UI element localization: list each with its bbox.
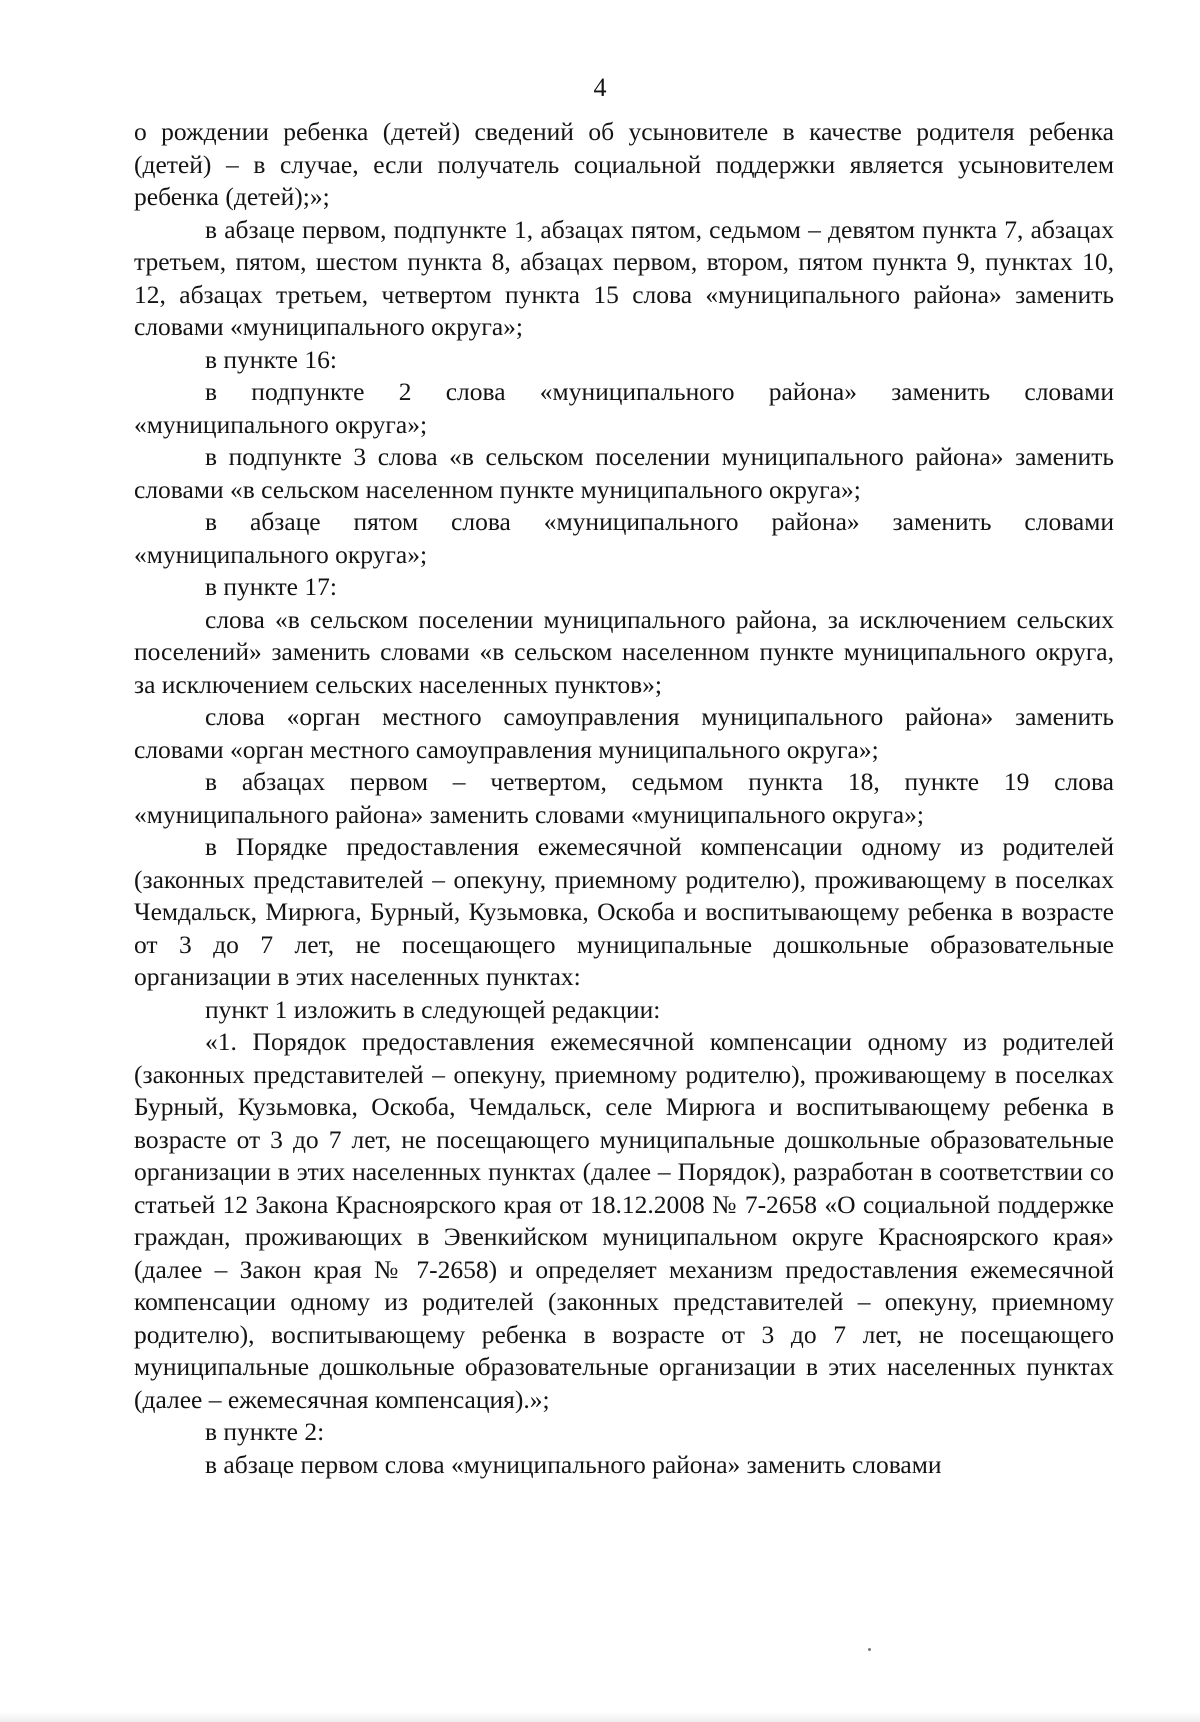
paragraph: в подпункте 2 слова «муниципального района» заменить словами «муниципального округа»; xyxy=(134,377,1114,439)
paragraph: в абзаце первом, подпункте 1, абзацах пятом, седьмом – девятом пункта 7, абзацах третьем, пятом, шестом пункта 8, абзацах первом, втором, пятом пункта 9, пунктах 10, 12, абзацах третьем, четвертом пункта 15 слова «муниципального района» заменить словами «муниципального округа»; xyxy=(134,214,1114,341)
paragraph: в абзаце пятом слова «муниципального района» заменить словами «муниципального округа»; xyxy=(134,507,1114,569)
paragraph: слова «орган местного самоуправления муниципального района» заменить словами «орган местного самоуправления муниципального округа»; xyxy=(134,702,1114,764)
paragraph: в подпункте 3 слова «в сельском поселении муниципального района» заменить словами «в сельском населенном пункте муниципального округа»; xyxy=(134,442,1114,504)
scan-speck xyxy=(868,1648,871,1651)
page-number: 4 xyxy=(593,73,607,102)
paragraph: в абзацах первом – четвертом, седьмом пункта 18, пункте 19 слова «муниципального района» заменить словами «муниципального округа»; xyxy=(134,767,1114,829)
paragraph: слова «в сельском поселении муниципального района, за исключением сельских поселений» заменить словами «в сельском населенном пункте муниципального округа, за исключением сельских населенных пунктов»; xyxy=(134,604,1114,699)
paragraph-continuation: о рождении ребенка (детей) сведений об усыновителе в качестве родителя ребенка (детей) – в случае, если получатель социальной поддержки является усыновителем ребенка (детей);»; xyxy=(134,117,1114,211)
paragraph: в пункте 17: xyxy=(205,572,337,601)
paragraph: «1. Порядок предоставления ежемесячной компенсации одному из родителей (законных представителей – опекуну, приемному родителю), проживающему в поселках Бурный, Кузьмовка, Оскоба, Чемдальск, селе Мирюга и воспитывающему ребенка в возрасте от 3 до 7 лет, не посещающего муниципальные дошкольные образовательные организации в этих населенных пунктах (далее – Порядок), разработан в соответствии со статьей 12 Закона Красноярского края от 18.12.2008 № 7-2658 «О социальной поддержке граждан, проживающих в Эвенкийском муниципальном округе Красноярского края» (далее – Закон края № 7-2658) и определяет механизм предоставления ежемесячной компенсации одному из родителей (законных представителей – опекуну, приемному родителю), воспитывающему ребенка в возрасте от 3 до 7 лет, не посещающего муниципальные дошкольные образовательные организации в этих населенных пунктах (далее – ежемесячная компенсация).»; xyxy=(134,1027,1114,1414)
paragraph: в пункте 16: xyxy=(205,344,337,374)
paragraph: в абзаце первом слова «муниципального района» заменить словами xyxy=(205,1449,942,1479)
paragraph: пункт 1 изложить в следующей редакции: xyxy=(205,994,661,1024)
paragraph: в пункте 2: xyxy=(205,1417,325,1446)
paragraph: в Порядке предоставления ежемесячной компенсации одному из родителей (законных представителей – опекуну, приемному родителю), проживающему в поселках Чемдальск, Мирюга, Бурный, Кузьмовка, Оскоба и воспитывающему ребенка в возрасте от 3 до 7 лет, не посещающего муниципальные дошкольные образовательные организации в этих населенных пунктах: xyxy=(134,832,1114,991)
scan-edge-shadow xyxy=(0,1712,1200,1722)
document-body xyxy=(134,116,1114,1481)
